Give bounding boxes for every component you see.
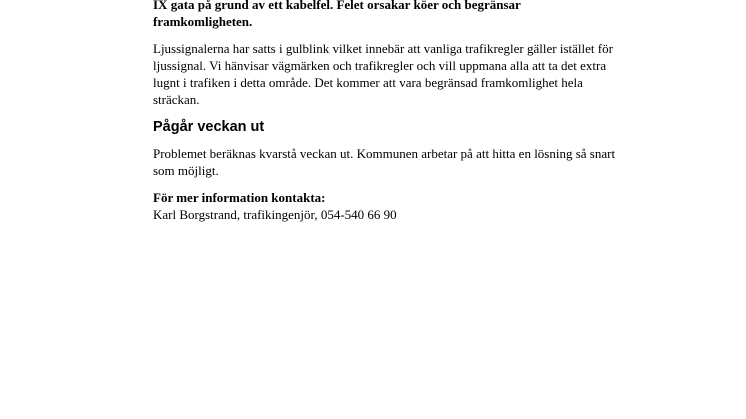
lead-paragraph: IX gata på grund av ett kabelfel. Felet orsakar köer och begränsar framkomligheten. [153,0,521,29]
section-heading: Pågår veckan ut [153,119,265,135]
press-release-body [153,0,623,223]
body-paragraph-duration: Problemet beräknas kvarstå veckan ut. Kommunen arbetar på att hitta en lösning så snart som möjligt. [153,146,616,178]
contact-label: För mer information kontakta: [153,190,326,205]
body-paragraph-signals: Ljussignalerna har satts i gulblink vilket innebär att vanliga trafikregler gäller istället för ljussignal. Vi hänvisar vägmärken och trafikregler och vill uppmana alla att ta det extra lugnt i trafiken i detta område. Det kommer att vara begränsad framkomlighet hela sträckan. [153,41,613,107]
contact-details: Karl Borgstrand, trafikingenjör, 054-540 66 90 [153,207,397,222]
